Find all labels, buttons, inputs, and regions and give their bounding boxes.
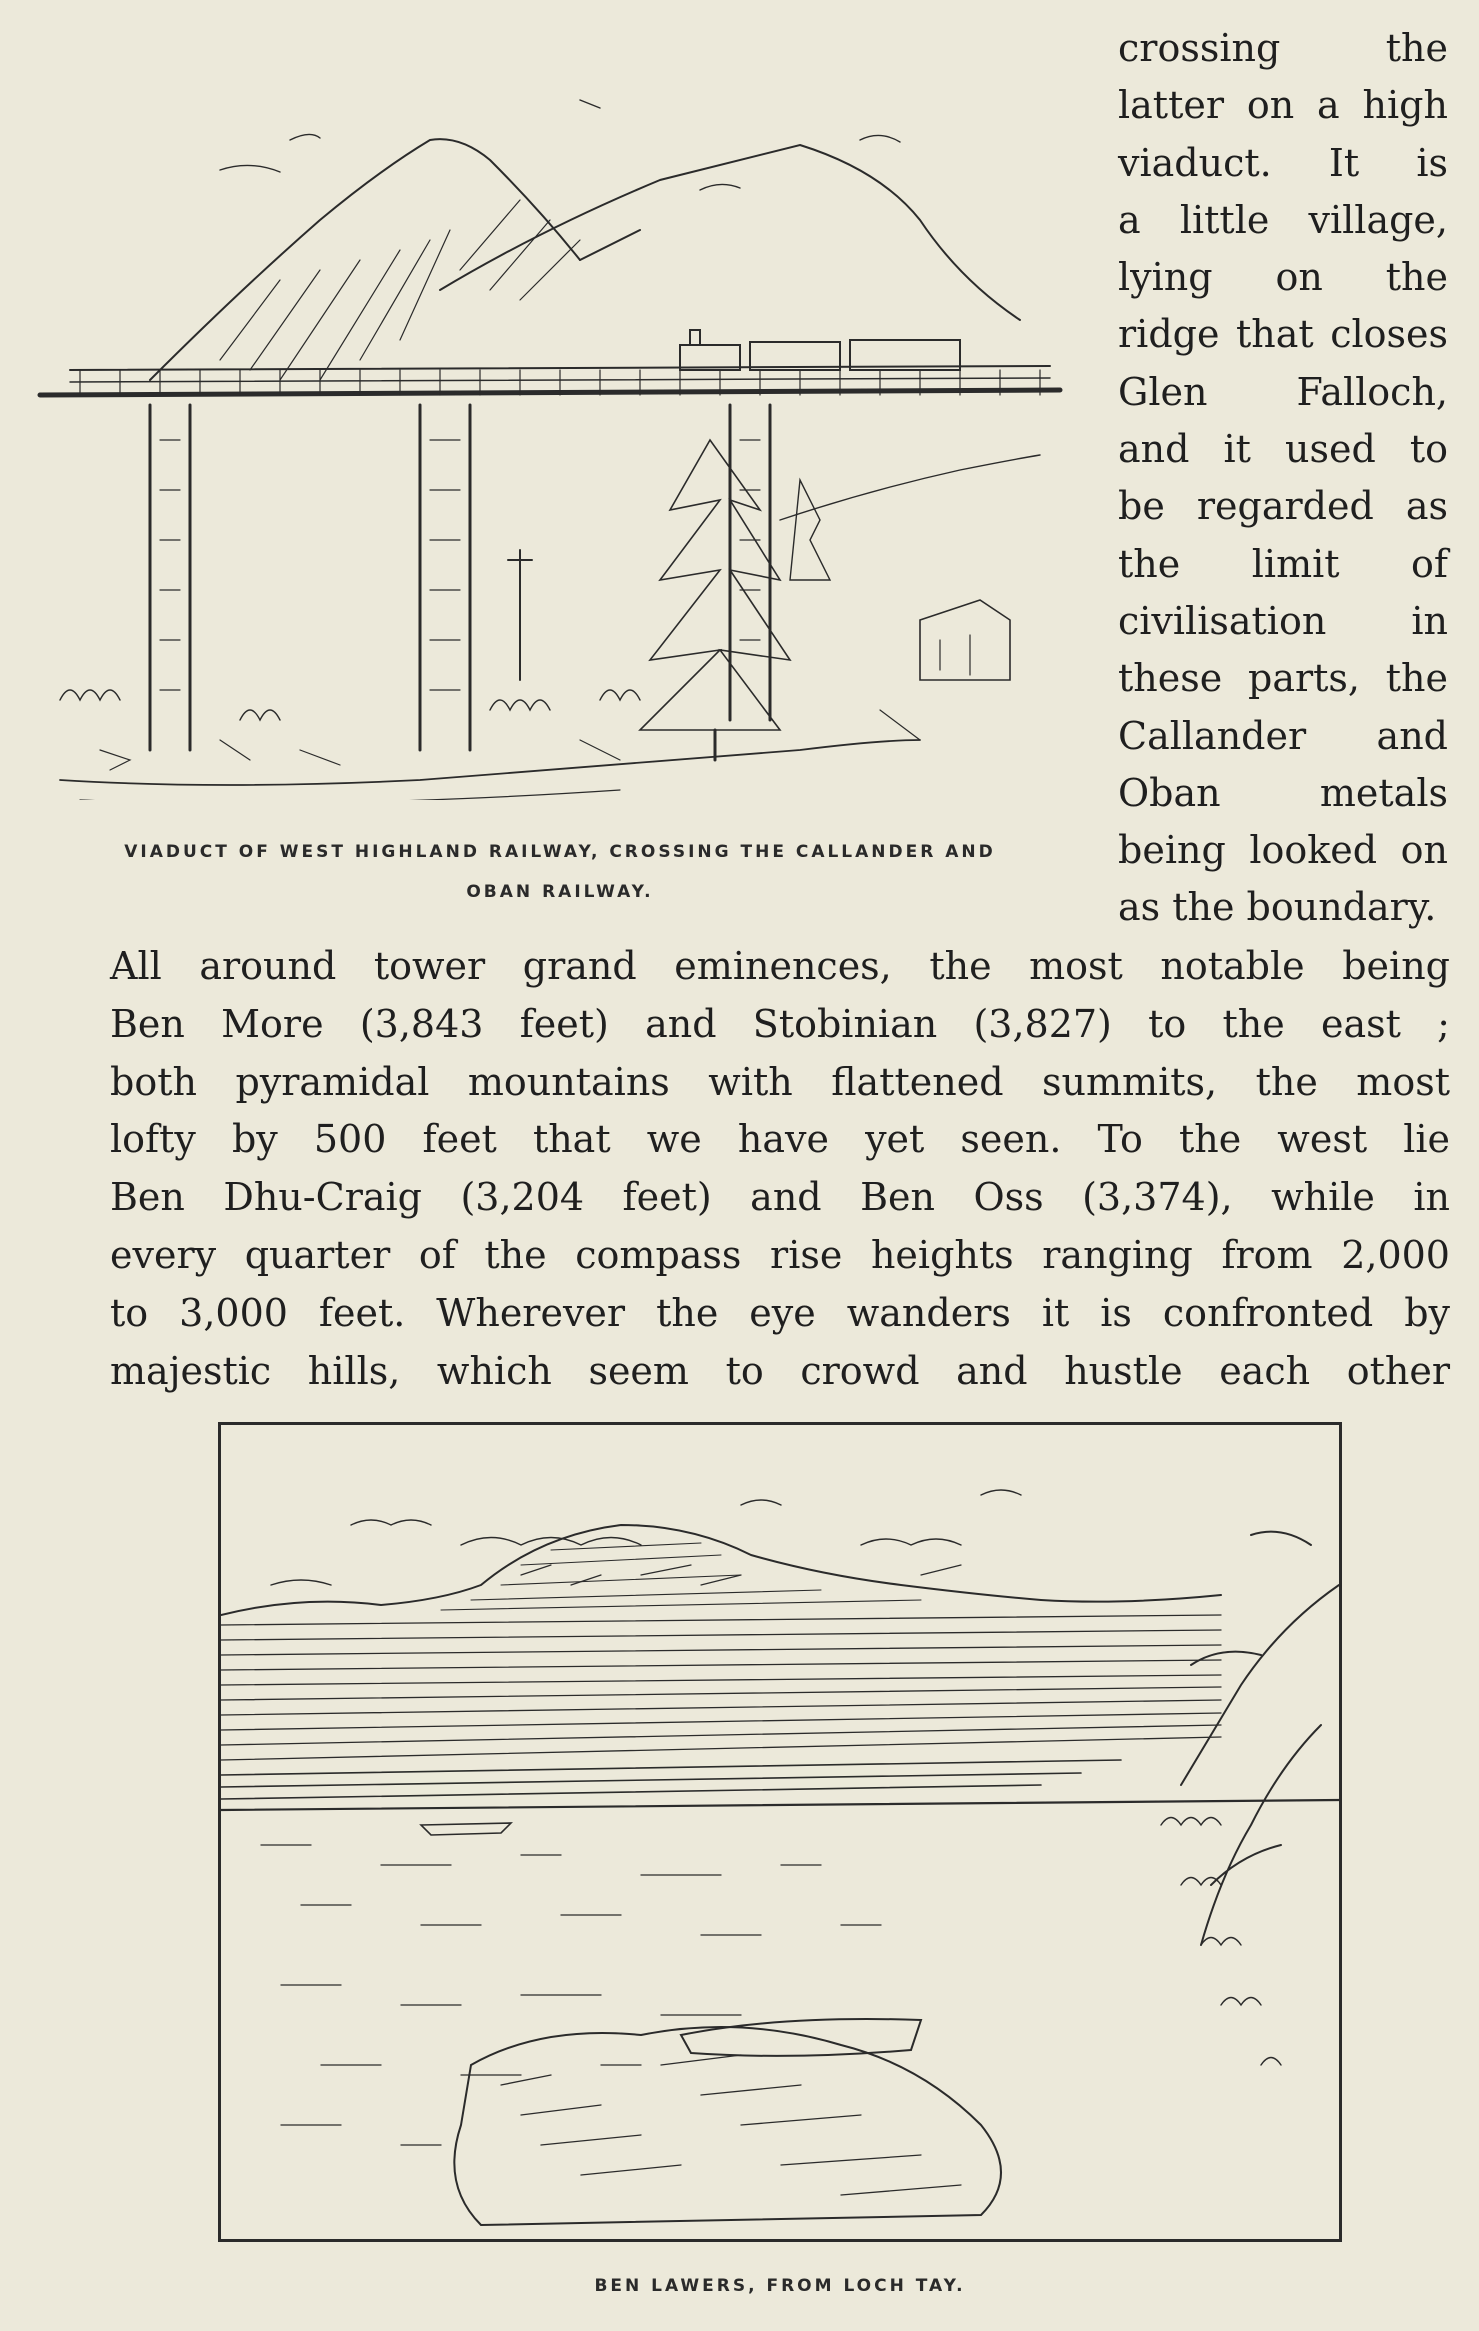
main-text-line: Ben Dhu-Craig (3,204 feet) and Ben Oss (3,374), while in bbox=[110, 1175, 1450, 1220]
viaduct-caption bbox=[40, 832, 1080, 912]
side-text-line: ridge that closes bbox=[1118, 312, 1448, 357]
side-text-line: Glen Falloch, bbox=[1118, 369, 1448, 414]
main-text-line: majestic hills, which seem to crowd and hustle each other bbox=[110, 1348, 1450, 1393]
side-text-line: lying on the bbox=[1118, 255, 1448, 300]
main-text-line: Ben More (3,843 feet) and Stobinian (3,827) to the east ; bbox=[110, 1001, 1450, 1046]
viaduct-illustration bbox=[20, 60, 1080, 800]
side-text-line: and it used to bbox=[1118, 427, 1448, 472]
side-text-line: latter on a high bbox=[1118, 83, 1448, 128]
main-text-line: lofty by 500 feet that we have yet seen. To the west lie bbox=[110, 1117, 1450, 1162]
side-text-line: civilisation in bbox=[1118, 598, 1448, 643]
main-text-line: All around tower grand eminences, the most notable being bbox=[110, 944, 1450, 988]
side-text-line: being looked on bbox=[1118, 828, 1448, 873]
side-text-line: the limit of bbox=[1118, 541, 1448, 586]
side-text-line: Oban metals bbox=[1118, 770, 1448, 815]
main-text-line: to 3,000 feet. Wherever the eye wanders it is confronted by bbox=[110, 1290, 1450, 1335]
side-text-line: these parts, the bbox=[1118, 656, 1448, 701]
side-text-line: Callander and bbox=[1118, 713, 1448, 758]
loch-engraving bbox=[221, 1425, 1339, 2239]
viaduct-engraving bbox=[20, 60, 1080, 800]
side-text-line: as the boundary. bbox=[1118, 885, 1437, 930]
main-paragraph bbox=[110, 938, 1450, 1400]
side-text-line: a little village, bbox=[1118, 197, 1448, 242]
viaduct-caption-line: VIADUCT OF WEST HIGHLAND RAILWAY, CROSSING THE CALLANDER AND bbox=[124, 842, 996, 862]
viaduct-caption-line: OBAN RAILWAY. bbox=[466, 882, 654, 902]
main-text-line: every quarter of the compass rise heights ranging from 2,000 bbox=[110, 1232, 1450, 1277]
loch-illustration bbox=[218, 1422, 1342, 2242]
side-text-line: viaduct. It is bbox=[1118, 140, 1448, 185]
main-text-line: both pyramidal mountains with flattened summits, the most bbox=[110, 1059, 1450, 1104]
loch-caption: BEN LAWERS, FROM LOCH TAY. bbox=[594, 2276, 966, 2296]
side-text-line: crossing the bbox=[1118, 26, 1448, 70]
side-text-line: be regarded as bbox=[1118, 484, 1448, 529]
side-column-text bbox=[1118, 20, 1448, 937]
